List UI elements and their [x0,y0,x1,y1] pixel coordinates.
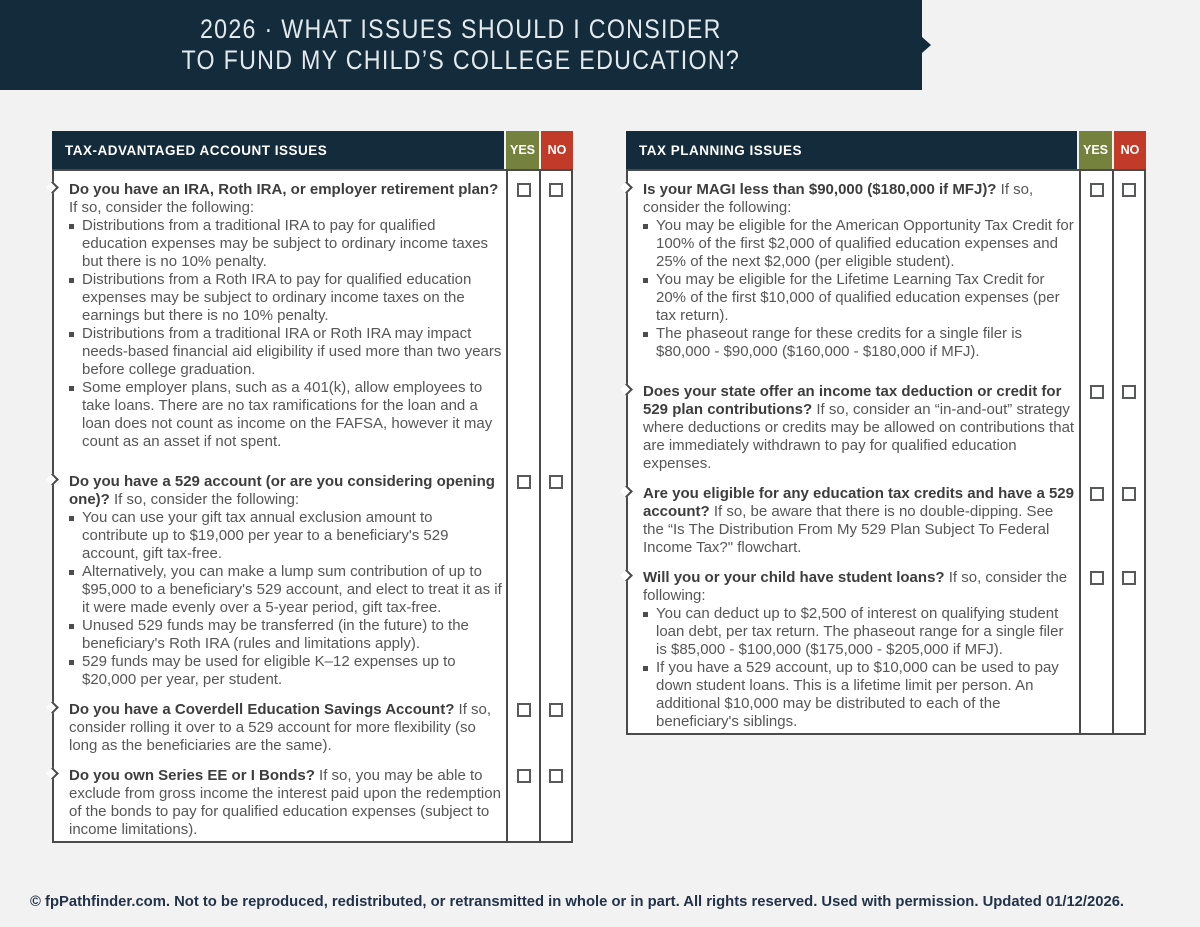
yes-checkbox[interactable] [517,475,531,489]
question-chevron-icon [620,569,633,582]
question-label: Do you have a 529 account (or are you considering opening one)? [69,473,495,508]
footer [30,894,1170,910]
yes-cell [1079,559,1112,733]
consideration-list [69,217,502,451]
question-text-cell [628,475,1079,559]
consideration-item: You can deduct up to $2,500 of interest on qualifying student loan debt, per tax return. The phaseout range for a single filer is $85,000 - $100,000 ($175,000 - $205,000 if MFJ). [643,605,1075,659]
yes-column-header: YES [506,131,539,169]
question-lead: If so, you may be able to exclude from gross income the interest paid upon the redemption of the bonds to pay for qualified education expenses (subject to income limitations). [69,767,501,838]
yes-checkbox[interactable] [517,703,531,717]
table-body [52,169,573,843]
question-chevron-icon [620,485,633,498]
no-checkbox[interactable] [1122,487,1136,501]
question-label: Is your MAGI less than $90,000 ($180,000 if MFJ)? [643,181,997,198]
no-checkbox[interactable] [1122,183,1136,197]
consideration-item: You can use your gift tax annual exclusion amount to contribute up to $19,000 per year to a beneficiary's 529 account, gift tax-free. [69,509,502,563]
question-lead: If so, be aware that there is no double-dipping. See the “Is The Distribution From My 529 Plan Subject To Federal Income Tax?" flowchart. [643,503,1054,556]
copyright-text: © fpPathfinder.com. Not to be reproduced, redistributed, or retransmitted in whole or in part. All rights reserved. Used with permission. Updated 01/12/2026. [30,894,1125,910]
yes-checkbox[interactable] [1090,571,1104,585]
question-label: Do you have an IRA, Roth IRA, or employer retirement plan? [69,181,499,198]
consideration-item: Some employer plans, such as a 401(k), allow employees to take loans. There are no tax ramifications for the loan and a loan does not count as income on the FAFSA, however it may count as an asset if not spent. [69,379,502,451]
yes-cell [1079,171,1112,373]
no-cell [539,463,571,691]
consideration-item: You may be eligible for the Lifetime Learning Tax Credit for 20% of the first $10,000 of qualified education expenses (per tax return). [643,271,1075,325]
page-title-line-1: 2026 · WHAT ISSUES SHOULD I CONSIDER [200,14,722,44]
question-paragraph [643,181,1075,217]
question-chevron-icon [46,473,59,486]
consideration-item: 529 funds may be used for eligible K–12 expenses up to $20,000 per year, per student. [69,653,502,689]
question-paragraph [69,701,502,755]
consideration-item: The phaseout range for these credits for a single filer is $80,000 - $90,000 ($160,000 - $180,000 if MFJ). [643,325,1075,361]
consideration-list [643,217,1075,361]
question-row [628,475,1144,559]
consideration-item: If you have a 529 account, up to $10,000 can be used to pay down student loans. This is a lifetime limit per person. An additional $10,000 may be distributed to each of the beneficiary's siblings. [643,659,1075,731]
no-cell [539,757,571,841]
no-checkbox[interactable] [549,703,563,717]
question-row [628,373,1144,475]
consideration-list [69,509,502,689]
no-cell [539,171,571,463]
question-lead: If so, consider the following: [643,181,1034,216]
no-checkbox[interactable] [549,769,563,783]
checklist-tax-planning [626,131,1146,735]
yes-cell [506,691,539,757]
no-column-header: NO [541,131,573,169]
question-text-cell [628,373,1079,475]
question-text-cell [54,757,506,841]
no-cell [1112,559,1144,733]
question-row [54,463,571,691]
question-text-cell [54,691,506,757]
table-title: TAX PLANNING ISSUES [626,131,1077,169]
no-checkbox[interactable] [1122,385,1136,399]
question-row [54,171,571,463]
yes-column-header: YES [1079,131,1112,169]
yes-checkbox[interactable] [517,183,531,197]
question-row [628,559,1144,733]
consideration-item: Distributions from a traditional IRA to pay for qualified education expenses may be subject to ordinary income taxes but there is no 10% penalty. [69,217,502,271]
consideration-item: You may be eligible for the American Opportunity Tax Credit for 100% of the first $2,000 of qualified education expenses and 25% of the next $2,000 (per eligible student). [643,217,1075,271]
yes-checkbox[interactable] [1090,487,1104,501]
question-chevron-icon [46,181,59,194]
question-chevron-icon [620,383,633,396]
no-column-header: NO [1114,131,1146,169]
no-checkbox[interactable] [1122,571,1136,585]
no-checkbox[interactable] [549,475,563,489]
question-lead: If so, consider the following: [643,569,1068,604]
no-cell [1112,475,1144,559]
consideration-list [643,605,1075,731]
question-chevron-icon [620,181,633,194]
question-label: Do you own Series EE or I Bonds? [69,767,315,784]
header-bar [0,0,922,90]
question-label: Are you eligible for any education tax credits and have a 529 account? [643,485,1074,520]
question-lead: If so, consider the following: [114,491,300,508]
no-cell [539,691,571,757]
table-header [52,131,573,169]
question-paragraph [69,767,502,839]
question-paragraph [69,181,502,217]
no-cell [1112,373,1144,475]
question-text-cell [628,559,1079,733]
question-chevron-icon [46,767,59,780]
yes-cell [1079,373,1112,475]
yes-checkbox[interactable] [1090,183,1104,197]
consideration-item: Unused 529 funds may be transferred (in the future) to the beneficiary's Roth IRA (rules and limitations apply). [69,617,502,653]
question-label: Does your state offer an income tax deduction or credit for 529 plan contributions? [643,383,1062,418]
question-label: Will you or your child have student loans? [643,569,945,586]
question-chevron-icon [46,701,59,714]
checklist-tax-advantaged [52,131,573,843]
question-text-cell [54,171,506,463]
question-paragraph [643,569,1075,605]
consideration-item: Distributions from a traditional IRA or Roth IRA may impact needs-based financial aid eligibility if used more than two years before college graduation. [69,325,502,379]
question-label: Do you have a Coverdell Education Savings Account? [69,701,455,718]
question-paragraph [69,473,502,509]
question-lead: If so, consider the following: [69,199,255,216]
yes-cell [506,171,539,463]
consideration-item: Distributions from a Roth IRA to pay for qualified education expenses may be subject to ordinary income taxes on the earnings but there is no 10% penalty. [69,271,502,325]
yes-cell [1079,475,1112,559]
page-title [182,14,741,76]
yes-checkbox[interactable] [517,769,531,783]
consideration-item: Alternatively, you can make a lump sum contribution of up to $95,000 to a beneficiary's 529 account, and elect to treat it as if it were made evenly over a 5-year period, gift tax-free. [69,563,502,617]
question-paragraph [643,383,1075,473]
table-title: TAX-ADVANTAGED ACCOUNT ISSUES [52,131,504,169]
question-text-cell [54,463,506,691]
yes-checkbox[interactable] [1090,385,1104,399]
page-title-line-2: TO FUND MY CHILD’S COLLEGE EDUCATION? [181,45,741,75]
question-paragraph [643,485,1075,557]
no-cell [1112,171,1144,373]
question-row [54,757,571,841]
question-row [54,691,571,757]
no-checkbox[interactable] [549,183,563,197]
yes-cell [506,757,539,841]
question-lead: If so, consider rolling it over to a 529 account for more flexibility (so long as the beneficiaries are the same). [69,701,492,754]
question-lead: If so, consider an “in-and-out” strategy where deductions or credits may be allowed on contributions that are immediately withdrawn to pay for qualified education expenses. [643,401,1075,472]
table-body [626,169,1146,735]
question-text-cell [628,171,1079,373]
yes-cell [506,463,539,691]
table-header [626,131,1146,169]
question-row [628,171,1144,373]
